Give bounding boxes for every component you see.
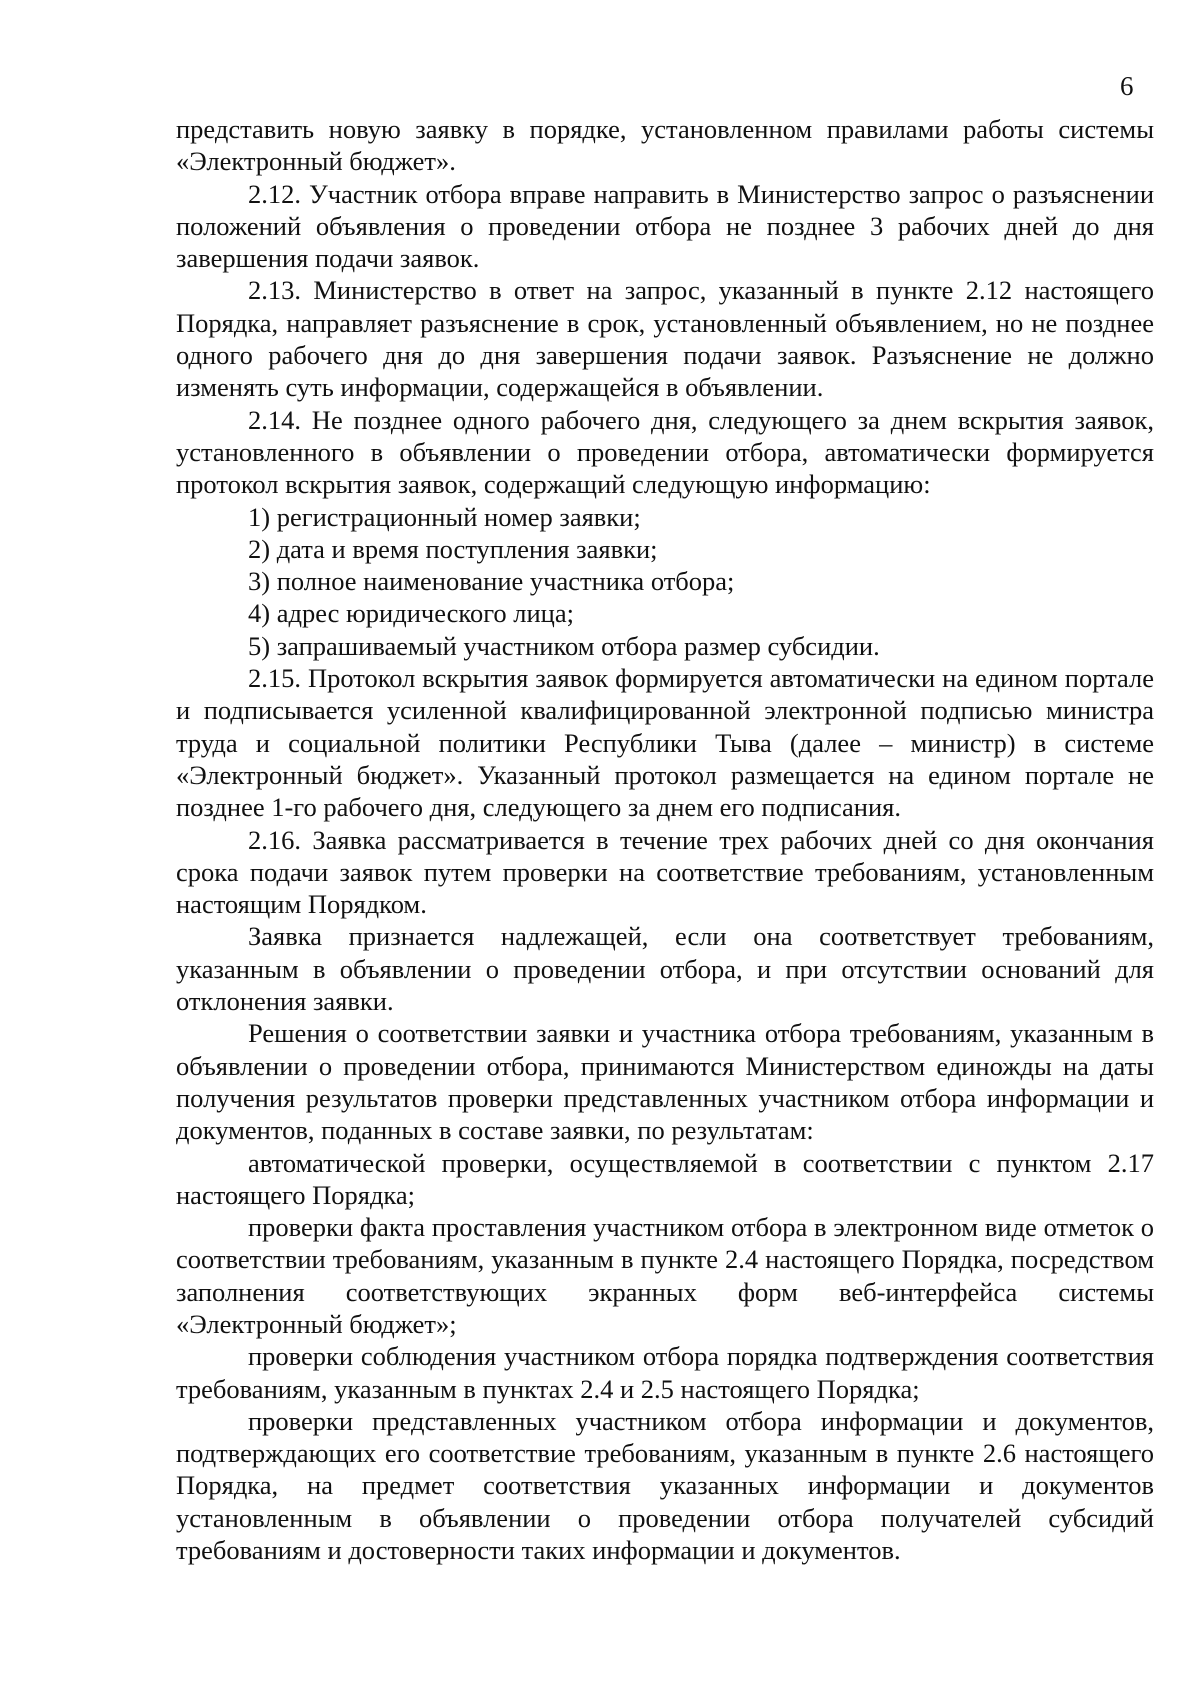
list-item-1: 1) регистрационный номер заявки; — [248, 501, 641, 532]
paragraph-documents-check: проверки представленных участником отбора информации и документов, подтверждающих его соответствие требованиям, указанным в пункте 2.6 настоящего Порядка, на предмет соответствия указанных информации и документов установленным в объявлении о проведении отбора получателей субсидий требованиям и достоверности таких информации и документов. — [176, 1405, 1154, 1566]
page-number: 6 — [1120, 71, 1134, 101]
paragraph-application-proper: Заявка признается надлежащей, если она соответствует требованиям, указанным в объявлении о проведении отбора, и при отсутствии оснований для отклонения заявки. — [176, 921, 1154, 1017]
list-item-2: 2) дата и время поступления заявки; — [248, 533, 658, 564]
paragraph-2-15: 2.15. Протокол вскрытия заявок формируется автоматически на едином портале и подписывается усиленной квалифицированной электронной подписью министра труда и социальной политики Республики Тыва (далее – министр) в системе «Электронный бюджет». Указанный протокол размещается на едином портале не позднее 1-го рабочего дня, следующего за днем его подписания. — [176, 663, 1154, 823]
list-item-4: 4) адрес юридического лица; — [248, 598, 574, 629]
list-item-3: 3) полное наименование участника отбора; — [248, 566, 735, 597]
paragraph-procedure-check: проверки соблюдения участником отбора порядка подтверждения соответствия требованиям, указанным в пунктах 2.4 и 2.5 настоящего Порядка; — [176, 1341, 1154, 1404]
paragraph-marks-check: проверки факта проставления участником отбора в электронном виде отметок о соответствии требованиям, указанным в пункте 2.4 настоящего Порядка, посредством заполнения соответствующих экранных форм веб-интерфейса системы «Электронный бюджет»; — [176, 1212, 1154, 1339]
paragraph-decisions: Решения о соответствии заявки и участника отбора требованиям, указанным в объявлении о проведении отбора, принимаются Министерством единожды на даты получения результатов проверки представленных участником отбора информации и документов, поданных в составе заявки, по результатам: — [176, 1018, 1154, 1146]
paragraph-2-12: 2.12. Участник отбора вправе направить в Министерство запрос о разъяснении положений объявления о проведении отбора не позднее 3 рабочих дней до дня завершения подачи заявок. — [176, 178, 1154, 274]
paragraph-2-13: 2.13. Министерство в ответ на запрос, указанный в пункте 2.12 настоящего Порядка, направляет разъяснение в срок, установленный объявлением, но не позднее одного рабочего дня до дня завершения подачи заявок. Разъяснение не должно изменять суть информации, содержащейся в объявлении. — [176, 275, 1154, 403]
list-item-5: 5) запрашиваемый участником отбора размер субсидии. — [248, 630, 880, 661]
paragraph-automatic-check: автоматической проверки, осуществляемой в соответствии с пунктом 2.17 настоящего Порядка; — [176, 1147, 1154, 1210]
paragraph-2-14: 2.14. Не позднее одного рабочего дня, следующего за днем вскрытия заявок, установленного в объявлении о проведении отбора, автоматически формируется протокол вскрытия заявок, содержащий следующую информацию: — [176, 404, 1154, 500]
paragraph-2-16: 2.16. Заявка рассматривается в течение трех рабочих дней со дня окончания срока подачи заявок путем проверки на соответствие требованиям, установленным настоящим Порядком. — [176, 824, 1154, 920]
document-body — [176, 113, 1154, 1566]
paragraph-continuation: представить новую заявку в порядке, установленном правилами работы системы «Электронный бюджет». — [176, 114, 1154, 177]
